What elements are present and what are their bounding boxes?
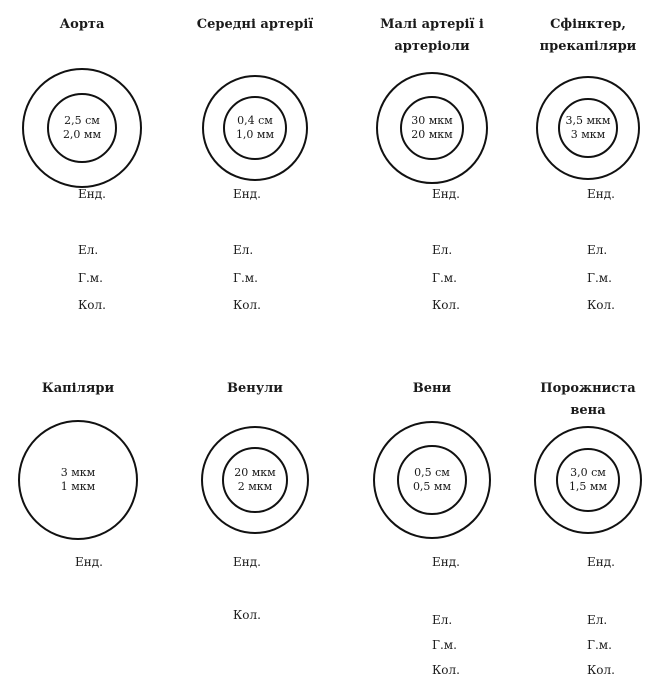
wall-layer-label: Енд. [233,187,261,201]
vessel-title [508,14,666,58]
vessel-dimensions [38,466,118,494]
wall-layer-label: Енд. [587,187,615,201]
wall-thickness-value: 0,5 мм [412,480,452,493]
vessel-dimensions [392,114,472,142]
wall-layer-label: Кол. [432,298,460,312]
vessel-title [352,378,512,400]
vessel-dimensions [548,466,628,494]
wall-layer-label: Г.м. [432,271,457,285]
diameter-value: 30 мкм [411,114,453,127]
wall-layer-label: Ел. [587,243,608,257]
wall-thickness-value: 2 мкм [237,480,273,493]
vessel-dimensions [392,466,472,494]
vessel-title-line: Капіляри [41,381,115,396]
wall-layer-label: Кол. [233,608,261,622]
wall-layer-label: Кол. [233,298,261,312]
vessel-title-line: Аорта [59,17,105,32]
wall-layer-label: Енд. [78,187,106,201]
diameter-value: 2,5 см [64,114,100,127]
diameter-value: 3,0 см [570,466,606,479]
vessel-title-line: вена [570,403,606,418]
vessel-dimensions [215,114,295,142]
wall-thickness-value: 2,0 мм [62,128,102,141]
wall-layer-label: Г.м. [432,638,457,652]
wall-thickness-value: 1 мкм [60,480,96,493]
wall-layer-label: Кол. [587,298,615,312]
wall-layer-label: Г.м. [233,271,258,285]
vessel-title-line: Венули [227,381,283,396]
wall-layer-label: Ел. [432,243,453,257]
wall-layer-label: Енд. [587,555,615,569]
vessel-title-line: Малі артерії і [380,17,484,32]
wall-layer-label: Енд. [233,555,261,569]
vessel-title-line: артеріоли [394,39,470,54]
wall-layer-label: Енд. [432,187,460,201]
wall-thickness-value: 1,5 мм [568,480,608,493]
diameter-value: 20 мкм [234,466,276,479]
vessel-title [175,14,335,36]
wall-layer-label: Енд. [432,555,460,569]
wall-thickness-value: 1,0 мм [235,128,275,141]
wall-layer-label: Енд. [75,555,103,569]
diameter-value: 3,5 мкм [565,114,611,127]
wall-layer-label: Г.м. [587,271,612,285]
vessel-title-line: Середні артерії [196,17,314,32]
wall-layer-label: Кол. [432,663,460,677]
wall-layer-label: Ел. [587,613,608,627]
vessel-title-line: Вени [412,381,452,396]
vessel-title-line: Порожниста [540,381,636,396]
vessel-title [2,14,162,36]
wall-layer-label: Г.м. [587,638,612,652]
vessel-title-line: прекапіляри [539,39,637,54]
wall-layer-label: Ел. [78,243,99,257]
wall-thickness-value: 20 мкм [411,128,453,141]
vessel-dimensions [215,466,295,494]
vessel-dimensions [548,114,628,142]
vessel-title [352,14,512,58]
wall-layer-label: Г.м. [78,271,103,285]
vessel-title [508,378,666,422]
wall-thickness-value: 3 мкм [570,128,606,141]
wall-layer-label: Ел. [233,243,254,257]
vessel-title [175,378,335,400]
wall-layer-label: Ел. [432,613,453,627]
vessel-dimensions [42,114,122,142]
diameter-value: 0,4 см [237,114,273,127]
diameter-value: 0,5 см [414,466,450,479]
vessel-title-line: Сфінктер, [550,17,626,32]
wall-layer-label: Кол. [78,298,106,312]
vessel-title [0,378,158,400]
wall-layer-label: Кол. [587,663,615,677]
diameter-value: 3 мкм [60,466,96,479]
